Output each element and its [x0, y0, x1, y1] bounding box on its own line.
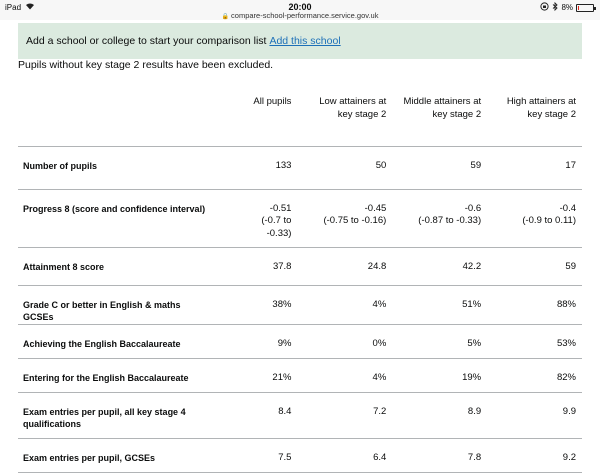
table-row — [18, 285, 582, 324]
cell-value: -0.51 (-0.7 to -0.33) — [218, 189, 298, 247]
cell-value: 6.4 — [297, 438, 392, 472]
cell-value: 19% — [392, 358, 487, 392]
table-body — [18, 146, 582, 472]
table-row — [18, 324, 582, 358]
cell-value: -0.45 (-0.75 to -0.16) — [297, 189, 392, 247]
banner-text: Add a school or college to start your comparison list — [26, 35, 267, 47]
clock: 20:00 — [288, 2, 312, 12]
lock-icon: 🔒 — [221, 14, 230, 20]
cell-value: 42.2 — [392, 247, 487, 285]
table-row — [18, 189, 582, 247]
cell-value: 82% — [487, 358, 582, 392]
cell-value: 50 — [297, 146, 392, 189]
row-label: Attainment 8 score — [18, 247, 218, 285]
cell-value: -0.4 (-0.9 to 0.11) — [487, 189, 582, 247]
table-row — [18, 247, 582, 285]
cell-value: -0.6 (-0.87 to -0.33) — [392, 189, 487, 247]
performance-table — [18, 92, 582, 473]
row-label: Grade C or better in English & maths GCSEs — [18, 285, 218, 324]
status-right — [540, 2, 594, 13]
url-text: compare-school-performance.service.gov.uk — [231, 11, 379, 20]
cell-value: 24.8 — [297, 247, 392, 285]
column-header: High attainers at key stage 2 — [506, 96, 576, 120]
bluetooth-icon — [552, 2, 558, 13]
table-header-row — [18, 92, 582, 146]
cell-value: 38% — [218, 285, 298, 324]
battery-fill — [578, 6, 579, 10]
battery-percent: 8% — [561, 3, 573, 12]
cell-value: 7.8 — [392, 438, 487, 472]
column-header: Low attainers at key stage 2 — [319, 96, 387, 120]
row-label: Achieving the English Baccalaureate — [18, 324, 218, 358]
cell-value: 8.4 — [218, 392, 298, 438]
comparison-banner — [18, 23, 582, 59]
cell-value: 59 — [392, 146, 487, 189]
row-label: Exam entries per pupil, all key stage 4 qualifications — [18, 392, 218, 438]
row-label: Exam entries per pupil, GCSEs — [18, 438, 218, 472]
cell-value: 59 — [487, 247, 582, 285]
add-school-link[interactable]: Add this school — [269, 35, 341, 47]
address-bar[interactable] — [0, 11, 600, 20]
battery-icon — [576, 4, 594, 12]
cell-value: 17 — [487, 146, 582, 189]
cell-value: 9% — [218, 324, 298, 358]
cell-value: 8.9 — [392, 392, 487, 438]
cell-value: 51% — [392, 285, 487, 324]
intro-line-2: Pupils without key stage 2 results have been excluded. — [18, 59, 274, 71]
column-header: Middle attainers at key stage 2 — [403, 96, 482, 120]
row-label: Progress 8 (score and confidence interval) — [18, 189, 218, 247]
column-header: All pupils — [253, 96, 292, 107]
cell-value: 0% — [297, 324, 392, 358]
page-content — [0, 20, 600, 463]
cell-value: 37.8 — [218, 247, 298, 285]
table-row — [18, 438, 582, 472]
cell-value: 9.2 — [487, 438, 582, 472]
table-row — [18, 392, 582, 438]
cell-value: 53% — [487, 324, 582, 358]
status-bar — [0, 0, 600, 20]
cell-value: 21% — [218, 358, 298, 392]
cell-value: 7.2 — [297, 392, 392, 438]
device-name: iPad — [5, 2, 22, 12]
cell-value: 133 — [218, 146, 298, 189]
row-label: Entering for the English Baccalaureate — [18, 358, 218, 392]
cell-value: 5% — [392, 324, 487, 358]
row-label: Number of pupils — [18, 146, 218, 189]
table-row — [18, 146, 582, 189]
table-row — [18, 358, 582, 392]
cell-value: 88% — [487, 285, 582, 324]
cell-value: 4% — [297, 358, 392, 392]
cell-value: 4% — [297, 285, 392, 324]
orientation-lock-icon — [540, 2, 549, 13]
cell-value: 7.5 — [218, 438, 298, 472]
cell-value: 9.9 — [487, 392, 582, 438]
table-corner — [18, 92, 218, 146]
